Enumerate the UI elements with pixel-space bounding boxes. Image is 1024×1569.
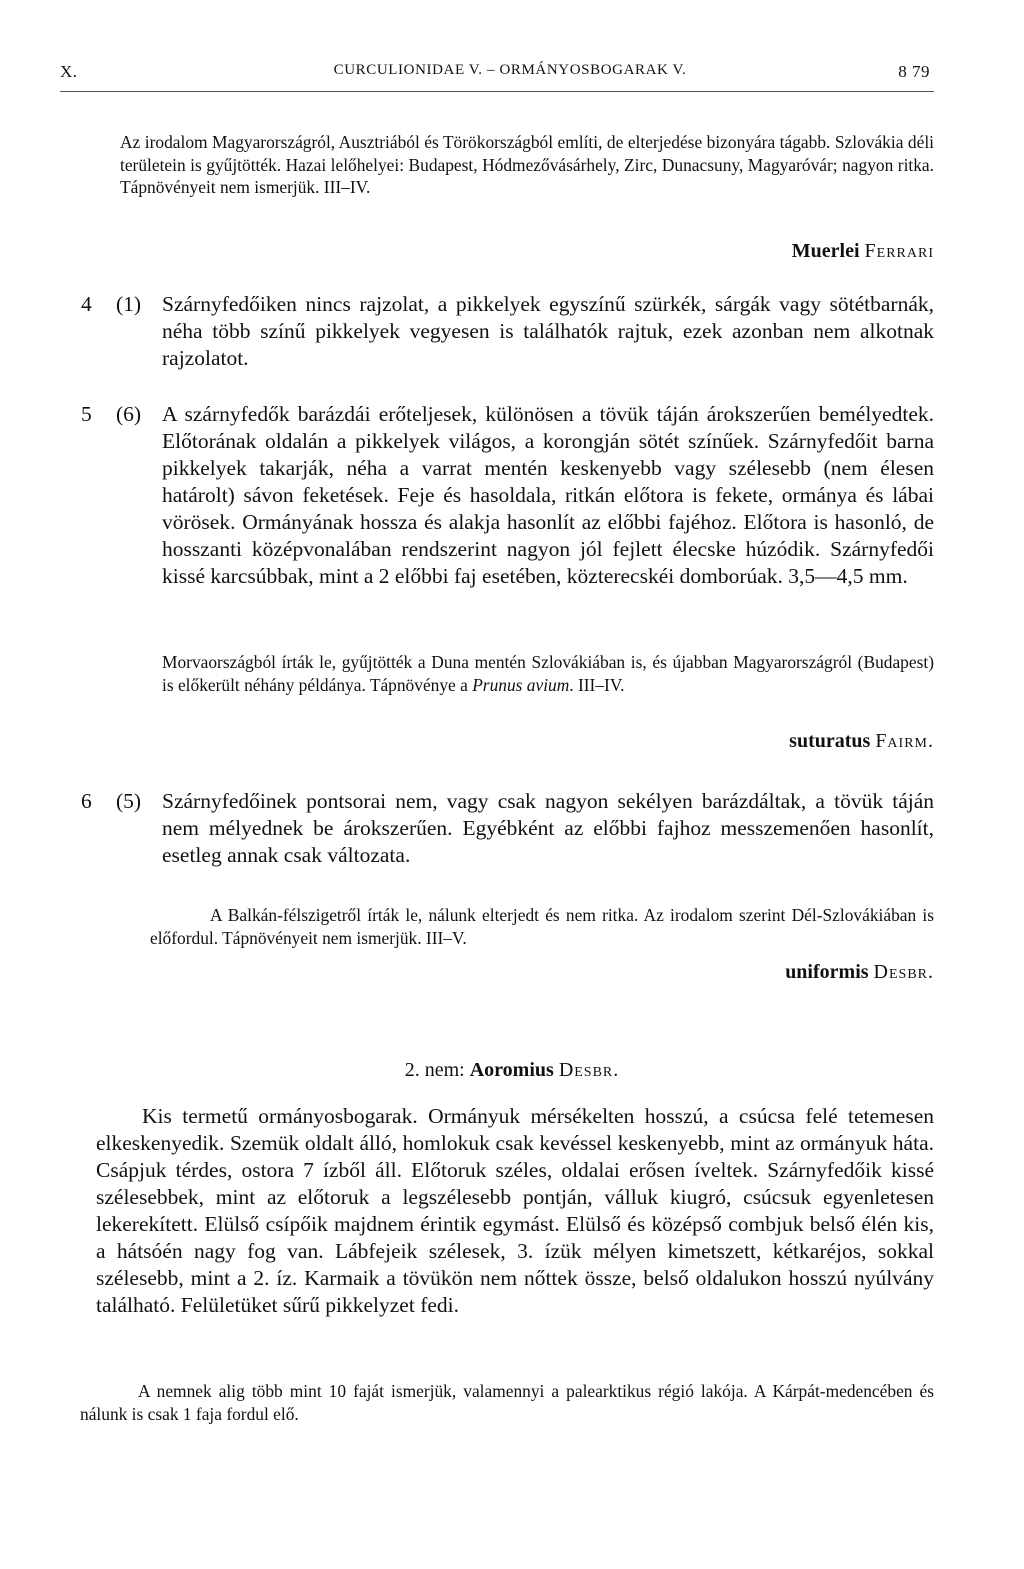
- note-text: Morvaországból írták le, gyűjtötték a Duna mentén Szlovákiában is, és újabban Magyarországról (Budapest) is előkerült néhány példánya. Tápnövénye a: [162, 652, 934, 695]
- header-title: CURCULIONIDAE V. – ORMÁNYOSBOGARAK V.: [333, 62, 687, 78]
- species-suturatus: [789, 730, 934, 753]
- species-name: Muerlei: [791, 240, 860, 262]
- couplet-5-body: A szárnyfedők barázdái erőteljesek, különösen a tövük táján árokszerűen bemélyedtek. Előtorának oldalán a pikkelyek világos, a korongján sötét színűek. Szárnyfedőit barna pikkelyek takarják, néha a varrat mentén keskenyebb vagy szélesebb (nem élesen határolt) sávon feketések. Feje és hasoldala, ritkán előtora is fekete, ormánya és lábai vörösek. Ormányának hossza és alakja hasonlít az előbbi fajéhoz. Előtora is hasonló, de hosszanti középvonalában rendszerint nagyon jól fejlett élecske húzódik. Szárnyfedői kissé karcsúbbak, mint a 2 előbbi faj esetében, közterecskéi domborúak. 3,5—4,5 mm.: [162, 402, 934, 588]
- note-text: . III–IV.: [569, 674, 625, 695]
- genus-label: 2. nem:: [404, 1059, 470, 1081]
- running-header: [60, 62, 934, 90]
- host-plant-name: Prunus avium: [472, 674, 570, 695]
- couplet-5-text: [162, 401, 934, 590]
- species-muerlei: [792, 240, 934, 263]
- couplet-4-text: [162, 291, 934, 372]
- genus-note-text: A nemnek alig több mint 10 faját ismerjük, valamennyi a palearktikus régió lakója. A Kárpát-medencében és nálunk is csak 1 faja fordul elő.: [80, 1381, 934, 1424]
- couplet-6-text: [162, 788, 934, 869]
- intro-text: Az irodalom Magyarországról, Ausztriából és Törökországból említi, de elterjedése bizonyára tágabb. Szlovákia déli területein is gyűjtötték. Hazai lelőhelyei: Budapest, Hódmezővásárhely, Zirc, Dunacsuny, Magyaróvár; nagyon ritka. Tápnövényeit nem ismerjük. III–IV.: [120, 132, 934, 197]
- species-uniformis: [785, 961, 934, 984]
- header-page-number: 8 79: [898, 62, 930, 81]
- genus-description: [96, 1103, 934, 1319]
- couplet-6-note: [150, 904, 934, 949]
- couplet-4-body: Szárnyfedőiken nincs rajzolat, a pikkelyek egyszínű szürkék, sárgák vagy sötétbarnák, néha több színű pikkelyek vegyesen is találhatók rajtuk, ezek azonban nem alkotnak rajzolatot.: [162, 292, 934, 370]
- couplet-number: 4: [81, 292, 92, 316]
- couplet-6-note-text: A Balkán-félszigetről írták le, nálunk elterjedt és nem ritka. Az irodalom szerint Dél-Szlovákiában is előfordul. Tápnövényeit nem ismerjük. III–V.: [150, 905, 934, 948]
- species-author: Fairm.: [875, 730, 934, 752]
- genus-description-text: Kis termetű ormányosbogarak. Ormányuk mérsékelten hosszú, a csúcsa felé tetemesen elkeskenyedik. Szemük oldalt álló, homlokuk csak kevéssel keskenyebb, mint az ormányuk háta. Csápjuk térdes, ostora 7 ízből áll. Előtoruk széles, oldalai erősen íveltek. Szárnyfedőik kissé szélesebbek, mint az előtoruk a legszélesebb pontján, válluk kiugró, csúcsuk egyenletesen lekerekített. Elülső csípőik majdnem érintik egymást. Elülső és középső combjuk belső élén kis, a hátsóén nagy fog van. Lábfejeik szélesek, 3. ízük mélyen kimetszett, kétkaréjos, sokkal szélesebb, mint a 2. íz. Karmaik a tövükön nem nőttek össze, belső oldalukon hosszú nyúlvány található. Felületüket sűrű pikkelyzet fedi.: [96, 1104, 934, 1317]
- couplet-reference: (1): [116, 292, 142, 316]
- couplet-reference: (5): [116, 789, 142, 813]
- header-divider: [60, 91, 934, 92]
- couplet-6-body: Szárnyfedőinek pontsorai nem, vagy csak nagyon sekélyen barázdáltak, a tövük táján nem mélyednek be árokszerűen. Egyébként az előbbi fajhoz messzemenően hasonlít, esetleg annak csak változata.: [162, 789, 934, 867]
- genus-heading: [0, 1059, 1024, 1082]
- species-author: Ferrari: [864, 240, 934, 262]
- couplet-reference: (6): [116, 402, 142, 426]
- couplet-5-note: [162, 651, 934, 696]
- couplet-number: 6: [81, 789, 92, 813]
- couplet-number: 5: [81, 402, 92, 426]
- genus-note: [80, 1380, 934, 1425]
- species-author: Desbr.: [873, 961, 934, 983]
- header-section-number: X.: [60, 62, 78, 81]
- couplet-5-note-text: [162, 651, 934, 696]
- genus-name: Aoromius: [469, 1059, 554, 1081]
- intro-paragraph: [120, 131, 934, 199]
- species-name: suturatus: [789, 730, 871, 752]
- species-name: uniformis: [785, 961, 869, 983]
- genus-author: Desbr.: [558, 1059, 620, 1081]
